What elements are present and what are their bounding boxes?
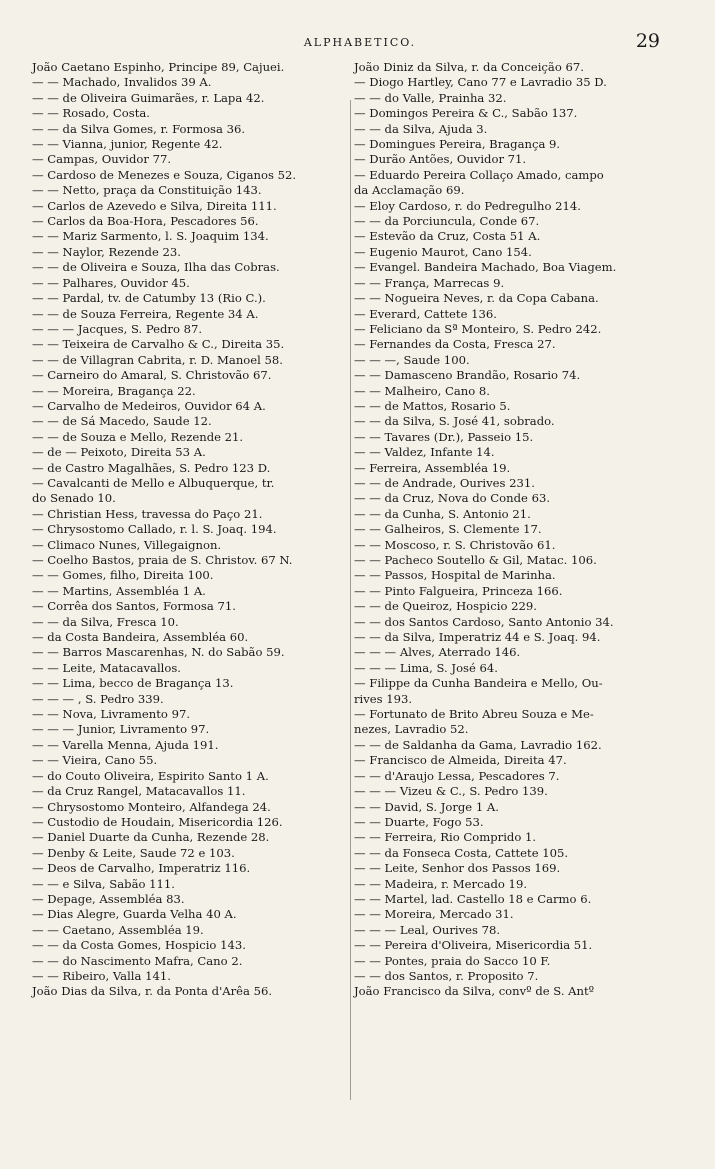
directory-entry: — — Valdez, Infante 14. [354, 445, 495, 460]
directory-entry: — — da Cunha, S. Antonio 21. [354, 506, 531, 521]
directory-entry: — — da Silva, Fresca 10. [32, 614, 179, 629]
directory-entry: — — — Alves, Aterrado 146. [354, 645, 521, 660]
directory-entry: — — de Andrade, Ourives 231. [354, 475, 535, 490]
directory-entry: — — — Leal, Ourives 78. [354, 922, 501, 937]
directory-entry: — da Costa Bandeira, Assembléa 60. [32, 630, 249, 645]
directory-entry: — — Pardal, tv. de Catumby 13 (Rio C.). [32, 291, 266, 306]
directory-entry: — — Pontes, praia do Sacco 10 F. [354, 953, 551, 968]
directory-entry: — — Palhares, Ouvidor 45. [32, 275, 190, 290]
directory-entry: — Chrysostomo Monteiro, Alfandega 24. [32, 799, 271, 814]
directory-entry: — — da Costa Gomes, Hospicio 143. [32, 938, 246, 953]
directory-entry: — Estevão da Cruz, Costa 51 A. [354, 229, 541, 244]
directory-entry: — — Moscoso, r. S. Christovão 61. [354, 537, 556, 552]
directory-entry: — — Passos, Hospital de Marinha. [354, 568, 556, 583]
directory-entry: — — Leite, Senhor dos Passos 169. [354, 861, 561, 876]
directory-entry: — — — Vizeu & C., S. Pedro 139. [354, 784, 548, 799]
directory-entry: — — Galheiros, S. Clemente 17. [354, 522, 542, 537]
directory-entry: — — — , S. Pedro 339. [32, 691, 164, 706]
directory-entry: — — Moreira, Mercado 31. [354, 907, 514, 922]
directory-entry: — — — Lima, S. José 64. [354, 660, 498, 675]
directory-entry: — — de Oliveira Guimarães, r. Lapa 42. [32, 90, 265, 105]
directory-entry: — — da Silva, Imperatriz 44 e S. Joaq. 94. [354, 630, 601, 645]
directory-entry: — — Lima, becco de Bragança 13. [32, 676, 234, 691]
directory-entry: — — de Souza Ferreira, Regente 34 A. [32, 306, 259, 321]
directory-entry: — — Rosado, Costa. [32, 106, 150, 121]
directory-entry: — Daniel Duarte da Cunha, Rezende 28. [32, 830, 270, 845]
directory-entry: — — de Villagran Cabrita, r. D. Manoel 58. [32, 352, 283, 367]
directory-entry: — Deos de Carvalho, Imperatriz 116. [32, 861, 251, 876]
directory-entry: — — da Fonseca Costa, Cattete 105. [354, 845, 569, 860]
directory-entry: — Durão Antões, Ouvidor 71. [354, 152, 527, 167]
directory-entry: — — França, Marrecas 9. [354, 275, 505, 290]
directory-entry: — Domingos Pereira & C., Sabão 137. [354, 106, 578, 121]
directory-entry: — Corrêa dos Santos, Formosa 71. [32, 599, 236, 614]
directory-entry: nezes, Lavradio 52. [354, 722, 469, 737]
directory-entry: — Christian Hess, travessa do Paço 21. [32, 506, 263, 521]
directory-entry: — — Caetano, Assembléa 19. [32, 922, 204, 937]
directory-entry: — — Barros Mascarenhas, N. do Sabão 59. [32, 645, 285, 660]
directory-entry: — da Cruz Rangel, Matacavallos 11. [32, 784, 246, 799]
directory-entry: — — do Valle, Prainha 32. [354, 90, 507, 105]
directory-entry: — Climaco Nunes, Villegaignon. [32, 537, 222, 552]
directory-entry: — — Teixeira de Carvalho & C., Direita 35. [32, 337, 285, 352]
page-number: 29 [635, 30, 660, 52]
directory-entry: rives 193. [354, 691, 413, 706]
directory-entry: — — Vieira, Cano 55. [32, 753, 158, 768]
directory-entry: — Carneiro do Amaral, S. Christovão 67. [32, 368, 272, 383]
directory-entry: — — —, Saude 100. [354, 352, 470, 367]
directory-entry: — Filippe da Cunha Bandeira e Mello, Ou- [354, 676, 603, 691]
directory-entry: — — Damasceno Brandão, Rosario 74. [354, 368, 581, 383]
running-title: ALPHABETICO. [303, 36, 417, 49]
directory-entry: — — da Silva Gomes, r. Formosa 36. [32, 121, 246, 136]
directory-entry: — Eloy Cardoso, r. do Pedregulho 214. [354, 198, 581, 213]
directory-entry: — — de Souza e Mello, Rezende 21. [32, 429, 244, 444]
directory-entry: — Denby & Leite, Saude 72 e 103. [32, 845, 235, 860]
directory-entry: João Caetano Espinho, Principe 89, Cajuei. [32, 60, 285, 74]
directory-entry: — de Castro Magalhães, S. Pedro 123 D. [32, 460, 271, 475]
directory-entry: — — de Mattos, Rosario 5. [354, 398, 511, 413]
directory-entry: — — da Silva, Ajuda 3. [354, 121, 488, 136]
directory-entry: — — de Oliveira e Souza, Ilha das Cobras. [32, 260, 280, 275]
directory-entry: João Diniz da Silva, r. da Conceição 67. [354, 60, 584, 74]
directory-entry: — Coelho Bastos, praia de S. Christov. 67 N. [32, 553, 293, 567]
directory-entry: — — Ribeiro, Valla 141. [32, 968, 171, 983]
directory-entry: — Custodio de Houdain, Misericordia 126. [32, 814, 283, 829]
directory-entry: — Fernandes da Costa, Fresca 27. [354, 337, 556, 352]
directory-entry: — — Martel, lad. Castello 18 e Carmo 6. [354, 891, 592, 906]
directory-entry: — — Varella Menna, Ajuda 191. [32, 737, 219, 752]
directory-entry: — Everard, Cattete 136. [354, 306, 497, 321]
directory-entry: — Carvalho de Medeiros, Ouvidor 64 A. [32, 398, 266, 413]
directory-entry: — Campas, Ouvidor 77. [32, 152, 172, 167]
directory-entry: — — Pacheco Soutello & Gil, Matac. 106. [354, 553, 597, 567]
directory-entry: — — Madeira, r. Mercado 19. [354, 876, 527, 891]
directory-entry: — Ferreira, Assembléa 19. [354, 460, 511, 475]
directory-entry: — — Duarte, Fogo 53. [354, 814, 484, 829]
directory-entry: — — Malheiro, Cano 8. [354, 383, 490, 398]
directory-entry: — — dos Santos Cardoso, Santo Antonio 34. [354, 614, 614, 629]
directory-entry: — Eugenio Maurot, Cano 154. [354, 244, 532, 259]
directory-entry: — — Leite, Matacavallos. [32, 660, 181, 675]
directory-entry: — — Ferreira, Rio Comprido 1. [354, 830, 537, 845]
directory-entry: — Evangel. Bandeira Machado, Boa Viagem. [354, 260, 617, 275]
directory-entry: — Fortunato de Brito Abreu Souza e Me- [354, 707, 594, 722]
directory-entry: do Senado 10. [32, 491, 116, 506]
directory-entry: — — Nova, Livramento 97. [32, 707, 191, 722]
directory-entry: — Chrysostomo Callado, r. l. S. Joaq. 194. [32, 522, 277, 537]
directory-entry: João Francisco da Silva, convº de S. Antº [354, 984, 595, 999]
page-header [60, 32, 660, 56]
directory-entry: — — de Saldanha da Gama, Lavradio 162. [354, 737, 602, 752]
directory-entry: — — Machado, Invalidos 39 A. [32, 75, 212, 90]
directory-entry: — — Vianna, junior, Regente 42. [32, 137, 223, 152]
directory-entry: — — da Cruz, Nova do Conde 63. [354, 491, 551, 506]
directory-entry: João Dias da Silva, r. da Ponta d'Arêa 56. [32, 984, 273, 999]
directory-entry: — Feliciano da Sª Monteiro, S. Pedro 242. [354, 321, 602, 336]
directory-entry: — — Martins, Assembléa 1 A. [32, 583, 206, 598]
directory-entry: — Dias Alegre, Guarda Velha 40 A. [32, 907, 237, 922]
directory-entry: — — da Silva, S. José 41, sobrado. [354, 414, 555, 429]
directory-entry: — Carlos de Azevedo e Silva, Direita 111. [32, 198, 277, 213]
directory-entry: da Acclamação 69. [354, 183, 465, 198]
directory-entry: — — da Porciuncula, Conde 67. [354, 214, 540, 229]
directory-entry: — — David, S. Jorge 1 A. [354, 799, 499, 814]
directory-entry: — — Mariz Sarmento, l. S. Joaquim 134. [32, 229, 269, 244]
directory-entry: — Eduardo Pereira Collaço Amado, campo [354, 167, 604, 182]
directory-entry: — — d'Araujo Lessa, Pescadores 7. [354, 768, 560, 783]
directory-entry: — — Nogueira Neves, r. da Copa Cabana. [354, 291, 599, 306]
directory-entry: — Cardoso de Menezes e Souza, Ciganos 52. [32, 167, 297, 182]
directory-entry: — — Pinto Falgueira, Princeza 166. [354, 583, 563, 598]
directory-entry: — — de Sá Macedo, Saude 12. [32, 414, 212, 429]
directory-entry: — Francisco de Almeida, Direita 47. [354, 753, 567, 768]
directory-entry: — — Moreira, Bragança 22. [32, 383, 196, 398]
directory-entry: — Diogo Hartley, Cano 77 e Lavradio 35 D. [354, 75, 607, 90]
directory-entry: — de — Peixoto, Direita 53 A. [32, 445, 206, 460]
directory-entry: — — e Silva, Sabão 111. [32, 876, 175, 891]
directory-entry: — — do Nascimento Mafra, Cano 2. [32, 953, 243, 968]
directory-entry: — Depage, Assembléa 83. [32, 891, 185, 906]
directory-entry: — — dos Santos, r. Proposito 7. [354, 968, 539, 983]
directory-entry: — — Tavares (Dr.), Passeio 15. [354, 429, 534, 444]
directory-entry: — — Naylor, Rezende 23. [32, 244, 181, 259]
directory-entry: — — — Junior, Livramento 97. [32, 722, 210, 737]
column-divider [350, 100, 351, 1100]
directory-entry: — Cavalcanti de Mello e Albuquerque, tr. [32, 475, 275, 490]
right-column [354, 60, 689, 1000]
directory-entry: — — Gomes, filho, Direita 100. [32, 568, 214, 583]
directory-entry: — Domingues Pereira, Bragança 9. [354, 137, 561, 152]
directory-entry: — — de Queiroz, Hospicio 229. [354, 599, 537, 614]
directory-entry: — Carlos da Boa-Hora, Pescadores 56. [32, 214, 259, 229]
directory-entry: — — Netto, praça da Constituição 143. [32, 183, 262, 198]
directory-entry: — — — Jacques, S. Pedro 87. [32, 321, 203, 336]
left-column [32, 60, 352, 1000]
directory-entry: — — Pereira d'Oliveira, Misericordia 51. [354, 938, 593, 953]
directory-entry: — do Couto Oliveira, Espirito Santo 1 A. [32, 768, 269, 783]
